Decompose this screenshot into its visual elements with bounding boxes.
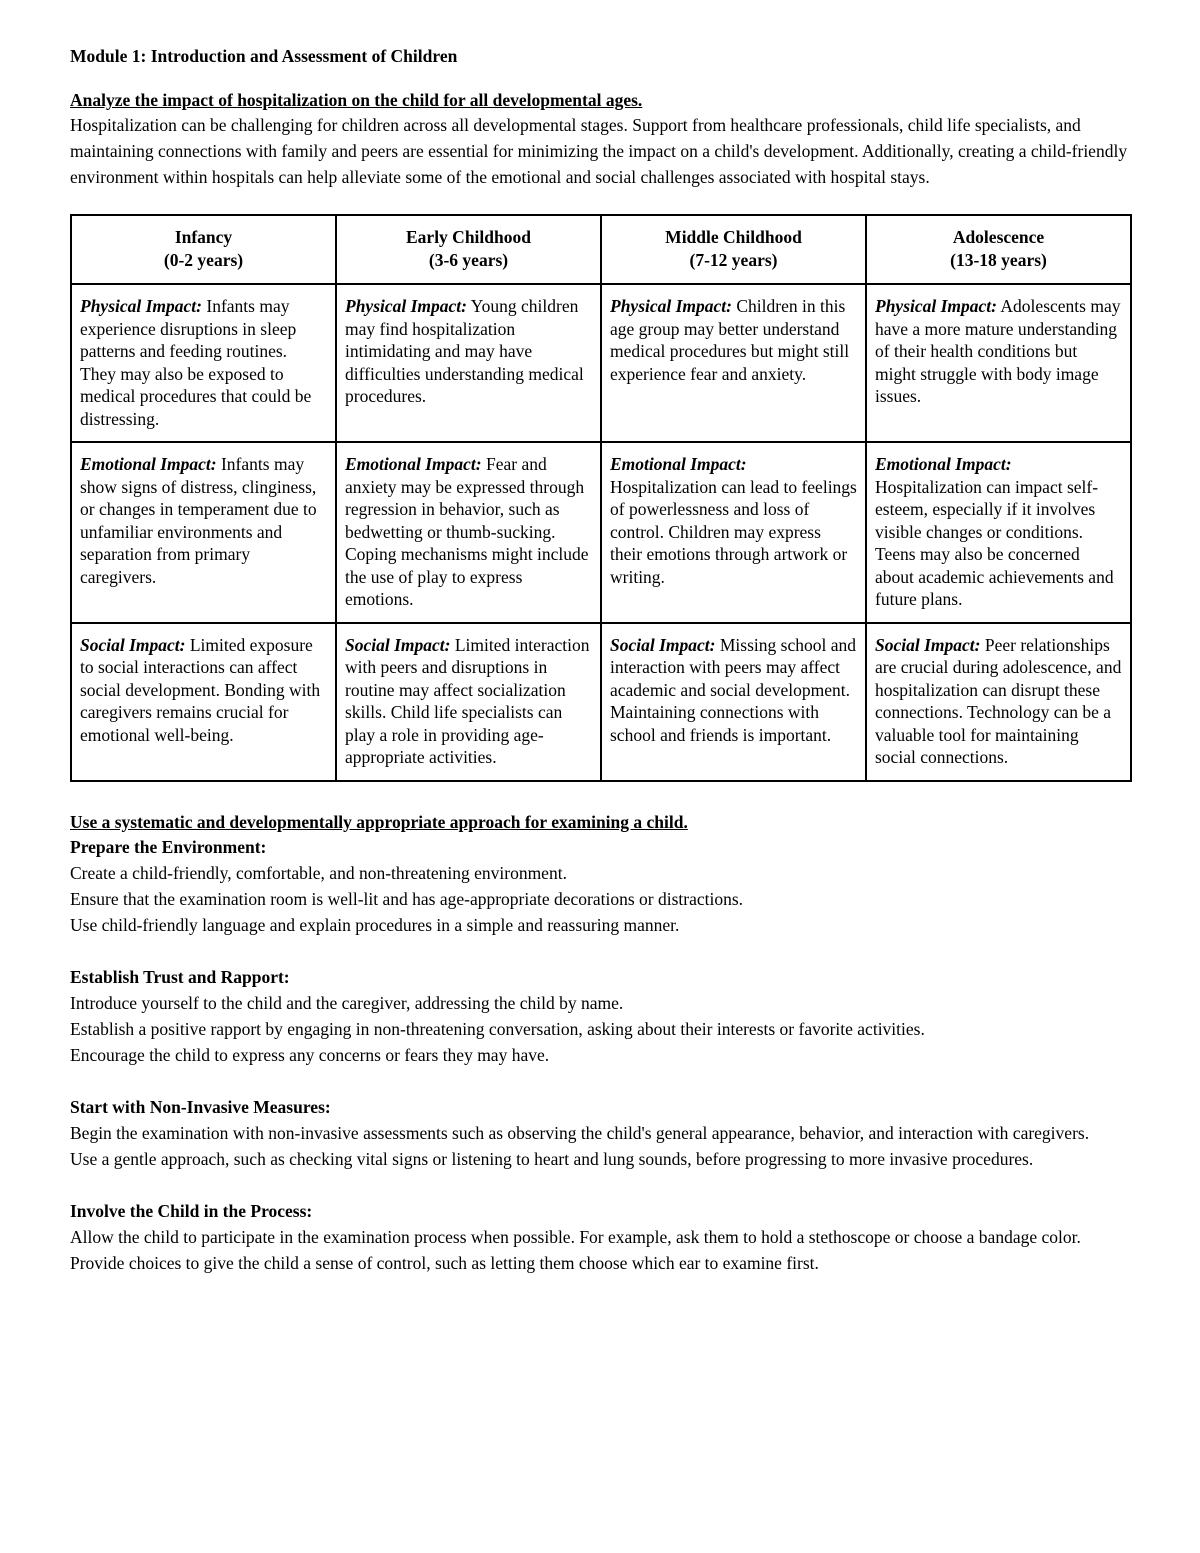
cell-text: Hospitalization can impact self-esteem, especially if it involves visible changes or conditions. Teens may also be concerned about academic achievements and future plans. — [875, 476, 1114, 609]
cell-text: Children in this age group may better understand medical procedures but might still experience fear and anxiety. — [610, 296, 850, 384]
step-title: Prepare the Environment: — [70, 836, 267, 857]
step-line: Use a gentle approach, such as checking vital signs or listening to heart and lung sounds, before progressing to more invasive procedures. — [70, 1148, 1034, 1169]
impact-label: Social Impact: — [610, 634, 716, 655]
column-range: (7-12 years) — [689, 250, 778, 270]
developmental-impact-table — [70, 214, 1132, 782]
step-line: Allow the child to participate in the examination process when possible. For example, ask them to hold a stethoscope or choose a bandage color. — [70, 1226, 1081, 1247]
header-adolescence — [866, 215, 1131, 284]
column-range: (13-18 years) — [950, 250, 1047, 270]
table-cell — [336, 623, 601, 781]
cell-text: Missing school and interaction with peers may affect academic and social development. Maintaining connections with school and friends is important. — [610, 634, 856, 745]
column-name: Early Childhood — [406, 227, 531, 247]
step-line: Introduce yourself to the child and the caregiver, addressing the child by name. — [70, 992, 624, 1013]
table-cell — [866, 442, 1131, 623]
impact-label: Physical Impact: — [345, 296, 467, 316]
cell-text: Limited interaction with peers and disruptions in routine may affect socialization skills. Child life specialists can play a role in providing age-appropriate activities. — [345, 634, 590, 767]
cell-text: Adolescents may have a more mature understanding of their health conditions but might struggle with body image issues. — [875, 296, 1121, 406]
cell-text: Limited exposure to social interactions can affect social development. Bonding with caregivers remains crucial for emotional well-being. — [80, 634, 321, 745]
cell-text: Young children may find hospitalization intimidating and may have difficulties understanding medical procedures. — [345, 296, 584, 406]
table-cell — [336, 284, 601, 442]
table-row-social — [71, 623, 1131, 781]
column-name: Infancy — [174, 227, 233, 247]
step-title: Start with Non-Invasive Measures: — [70, 1096, 331, 1117]
document-page — [70, 44, 1132, 1302]
header-early-childhood — [336, 215, 601, 284]
step-non-invasive — [70, 1094, 1132, 1172]
header-middle-childhood — [601, 215, 866, 284]
table-cell — [336, 442, 601, 623]
section-heading-examination: Use a systematic and developmentally appropriate approach for examining a child. — [70, 811, 688, 832]
table-cell — [866, 623, 1131, 781]
impact-label: Social Impact: — [875, 634, 981, 655]
header-infancy — [71, 215, 336, 284]
step-title: Involve the Child in the Process: — [70, 1200, 313, 1221]
impact-label: Emotional Impact: — [80, 454, 217, 474]
table-cell — [601, 623, 866, 781]
step-line: Use child-friendly language and explain procedures in a simple and reassuring manner. — [70, 914, 680, 935]
table-cell — [601, 442, 866, 623]
step-title: Establish Trust and Rapport: — [70, 966, 290, 987]
table-cell — [866, 284, 1131, 442]
cell-text: Infants may show signs of distress, clinginess, or changes in temperament due to unfamiliar environments and separation from primary caregivers. — [80, 454, 317, 587]
step-prepare-environment — [70, 834, 1132, 938]
table-cell — [71, 284, 336, 442]
step-establish-trust — [70, 964, 1132, 1068]
module-title: Module 1: Introduction and Assessment of Children — [70, 46, 458, 66]
step-line: Establish a positive rapport by engaging in non-threatening conversation, asking about their interests or favorite activities. — [70, 1018, 925, 1039]
table-cell — [71, 442, 336, 623]
cell-text: Fear and anxiety may be expressed through regression in behavior, such as bedwetting or thumb-sucking. Coping mechanisms might include the use of play to express emotions. — [345, 454, 589, 609]
impact-label: Emotional Impact: — [610, 454, 747, 474]
cell-text: Infants may experience disruptions in sleep patterns and feeding routines. They may also be exposed to medical procedures that could be distressing. — [80, 296, 312, 429]
table-row-emotional — [71, 442, 1131, 623]
table-header-row — [71, 215, 1131, 284]
step-line: Provide choices to give the child a sense of control, such as letting them choose which ear to examine first. — [70, 1252, 819, 1273]
column-name: Middle Childhood — [665, 227, 802, 247]
column-range: (3-6 years) — [428, 250, 509, 270]
impact-label: Physical Impact: — [875, 296, 997, 316]
column-name: Adolescence — [952, 227, 1045, 247]
impact-label: Emotional Impact: — [345, 454, 482, 474]
impact-label: Physical Impact: — [610, 296, 732, 316]
step-line: Encourage the child to express any concerns or fears they may have. — [70, 1044, 550, 1065]
step-involve-child — [70, 1198, 1132, 1276]
table-row-physical — [71, 284, 1131, 442]
cell-text: Hospitalization can lead to feelings of powerlessness and loss of control. Children may express their emotions through artwork or writing. — [610, 476, 857, 587]
impact-label: Social Impact: — [345, 634, 451, 655]
section-heading-impact: Analyze the impact of hospitalization on the child for all developmental ages. — [70, 90, 643, 110]
table-cell — [601, 284, 866, 442]
examination-approach-section — [70, 810, 1132, 1276]
intro-paragraph: Hospitalization can be challenging for children across all developmental stages. Support from healthcare professionals, child life specialists, and maintaining connections with family and peers are essential for minimizing the impact on a child's development. Additionally, creating a child-friendly environment within hospitals can help alleviate some of the emotional and social challenges associated with hospital stays. — [70, 115, 1128, 187]
step-line: Create a child-friendly, comfortable, and non-threatening environment. — [70, 862, 567, 883]
step-line: Begin the examination with non-invasive assessments such as observing the child's general appearance, behavior, and interaction with caregivers. — [70, 1122, 1090, 1143]
impact-label: Physical Impact: — [80, 296, 202, 316]
table-cell — [71, 623, 336, 781]
column-range: (0-2 years) — [163, 250, 244, 270]
cell-text: Peer relationships are crucial during adolescence, and hospitalization can disrupt these connections. Technology can be a valuable tool for maintaining social connections. — [875, 634, 1122, 767]
impact-label: Emotional Impact: — [875, 454, 1012, 474]
step-line: Ensure that the examination room is well-lit and has age-appropriate decorations or distractions. — [70, 888, 744, 909]
impact-label: Social Impact: — [80, 634, 186, 655]
